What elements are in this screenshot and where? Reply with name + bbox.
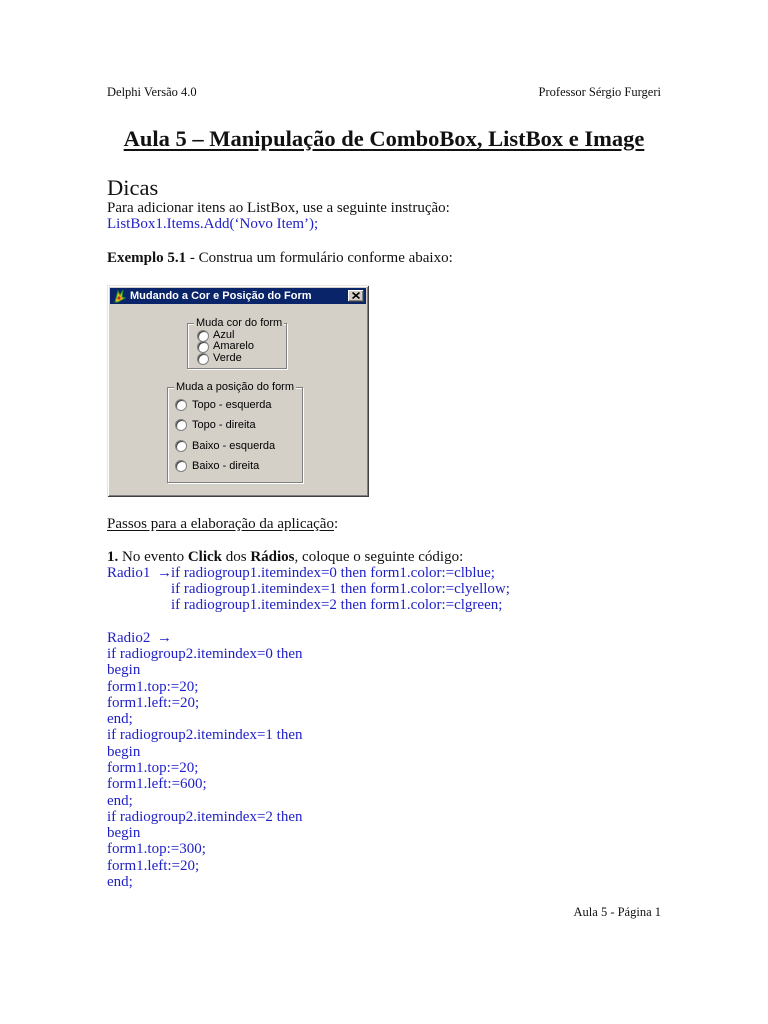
radiogroup-color [187, 317, 287, 369]
example-caption [107, 250, 453, 266]
delphi-app-icon [112, 289, 126, 303]
code-line [107, 630, 667, 646]
close-icon [352, 292, 360, 299]
code-line: if radiogroup1.itemindex=1 then form1.color:=clyellow; [171, 581, 510, 598]
code-line: if radiogroup2.itemindex=2 then [107, 808, 303, 825]
code-line: end; [107, 792, 133, 809]
section-heading: Dicas [107, 175, 159, 200]
right-arrow-icon: → [157, 629, 172, 646]
group-caption: Muda a posição do form [176, 381, 295, 393]
code-text: if radiogroup1.itemindex=0 then form1.color:=clblue; [171, 564, 495, 581]
radio-label: Topo - direita [192, 419, 256, 431]
radiogroup-position [167, 381, 303, 483]
close-button [348, 290, 364, 302]
code-line [107, 565, 667, 581]
radio-label: Baixo - esquerda [192, 440, 276, 452]
page-header-right: Professor Sérgio Furgeri [538, 85, 661, 99]
code-line: end; [107, 711, 133, 728]
right-arrow-icon: → [157, 564, 172, 581]
code-snippet: ListBox1.Items.Add(‘Novo Item’); [107, 216, 319, 232]
radio-circle [175, 399, 187, 411]
radio-label: Topo - esquerda [192, 399, 272, 411]
steps-heading-colon: : [333, 516, 339, 532]
code-line: form1.top:=300; [107, 841, 206, 858]
code-line: begin [107, 825, 141, 842]
radio-circle [175, 460, 187, 472]
radio-circle [175, 419, 187, 431]
radio-label: Azul [213, 329, 235, 341]
steps-heading-text: Passos para a elaboração da aplicação [107, 516, 334, 532]
code-line: form1.top:=20; [107, 678, 199, 695]
code-label: Radio2 [107, 629, 151, 646]
group-caption: Muda cor do form [196, 317, 283, 329]
radio-label: Amarelo [213, 340, 254, 352]
example-label: Exemplo 5.1 [107, 250, 187, 266]
blank-line [107, 614, 667, 630]
example-text: - Construa um formulário conforme abaixo: [186, 250, 453, 266]
steps-section [107, 516, 667, 890]
code-line: if radiogroup2.itemindex=0 then [107, 646, 303, 663]
step-text: , coloque o seguinte código: [294, 548, 464, 565]
page-footer: Aula 5 - Página 1 [573, 905, 661, 919]
window-title: Mudando a Cor e Posição do Form [130, 290, 312, 302]
step-keyword: Rádios [250, 548, 295, 565]
code-line: form1.top:=20; [107, 759, 199, 776]
code-line: if radiogroup1.itemindex=2 then form1.color:=clgreen; [171, 597, 503, 614]
code-line: if radiogroup2.itemindex=1 then [107, 727, 303, 744]
blank-line [107, 532, 667, 548]
step-number: 1. [107, 548, 119, 565]
step-text: dos [222, 548, 251, 565]
code-line: form1.left:=20; [107, 857, 200, 874]
radio-label: Baixo - direita [192, 460, 260, 472]
code-line: end; [107, 873, 133, 890]
code-line: form1.left:=20; [107, 694, 200, 711]
step-instruction [107, 549, 667, 565]
form-window-screenshot [107, 285, 369, 497]
window-titlebar [110, 288, 366, 304]
radio-label: Verde [213, 352, 242, 364]
page-header-left: Delphi Versão 4.0 [107, 85, 197, 99]
radio-circle [197, 353, 209, 365]
step-keyword: Click [187, 548, 222, 565]
step-text: No evento [118, 548, 188, 565]
code-line: begin [107, 662, 141, 679]
radio-circle [197, 341, 209, 353]
radio-circle [175, 440, 187, 452]
paragraph: Para adicionar itens ao ListBox, use a seguinte instrução: [107, 200, 450, 216]
code-line: form1.left:=600; [107, 776, 207, 793]
code-line: begin [107, 743, 141, 760]
code-label: Radio1 [107, 564, 151, 581]
page-title: Aula 5 – Manipulação de ComboBox, ListBox e Image [123, 126, 645, 151]
steps-heading [107, 516, 667, 532]
